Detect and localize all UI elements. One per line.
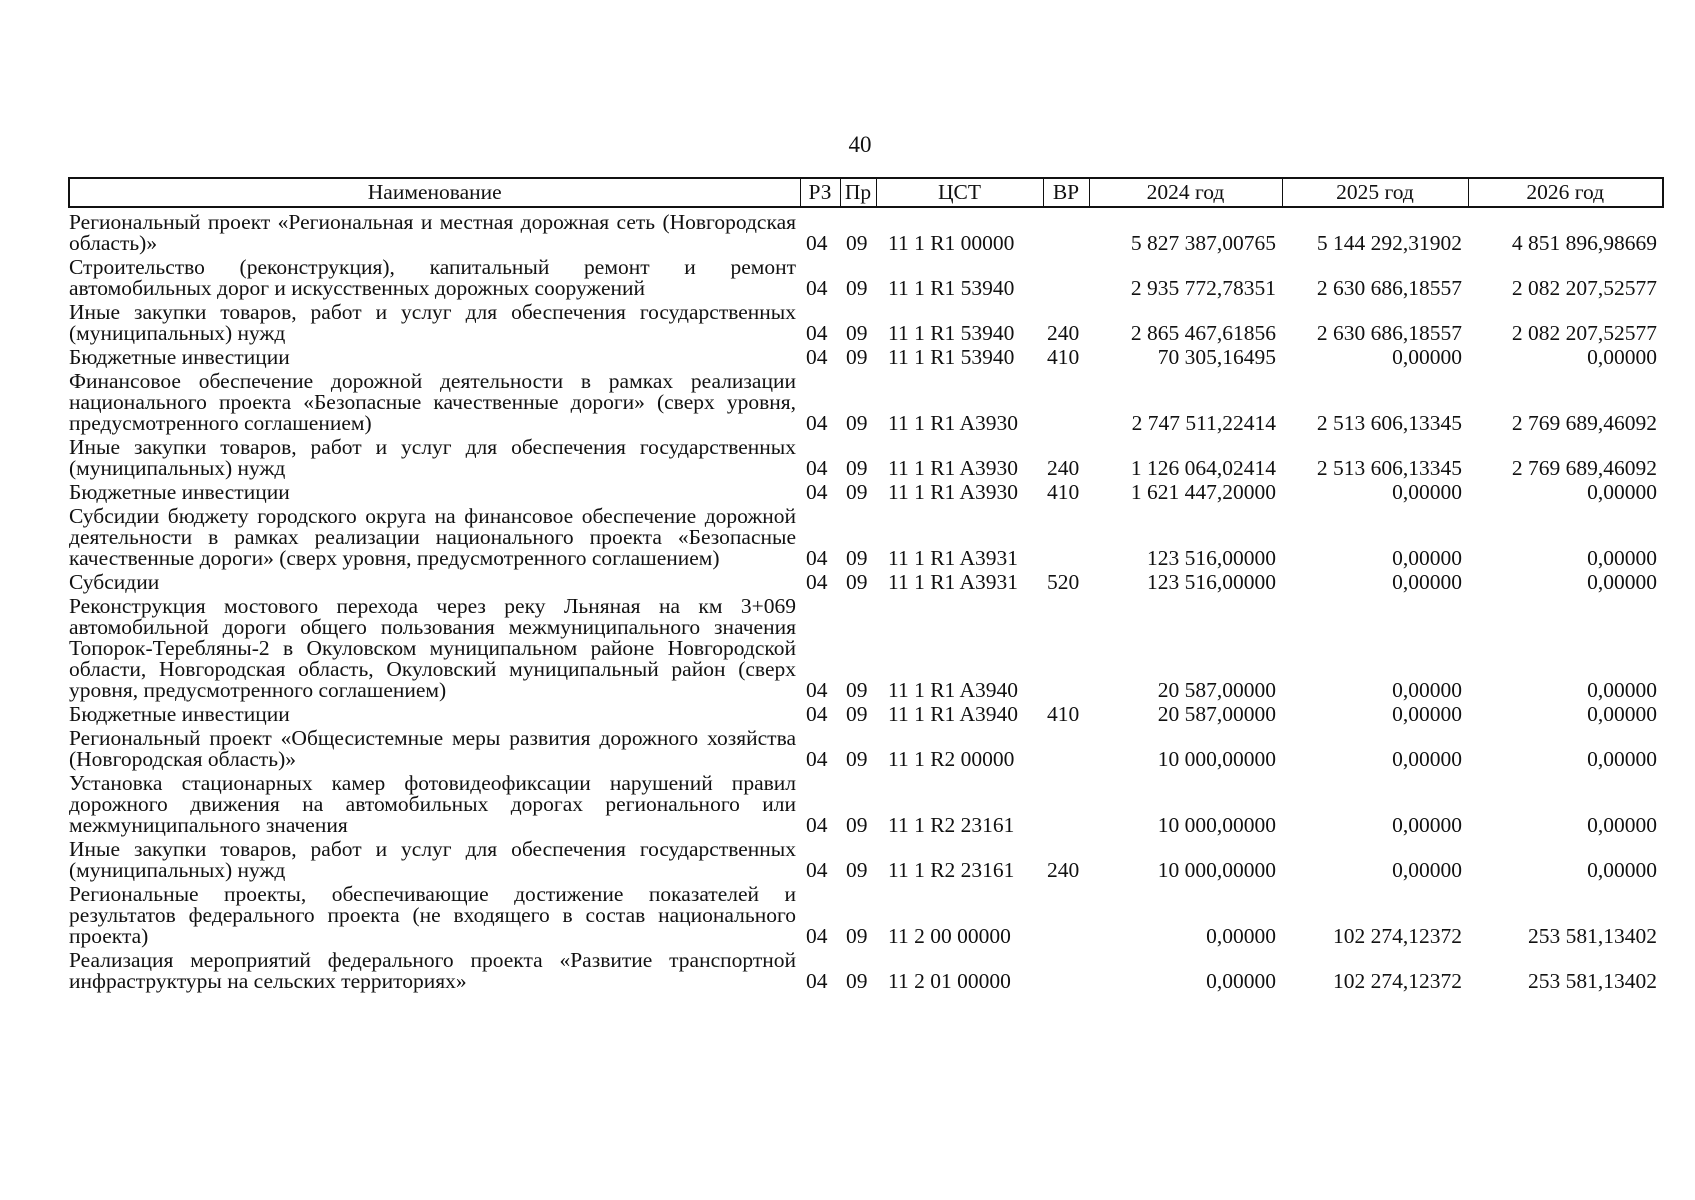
table-row: [69, 347, 1663, 371]
cell-2024: 123 516,00000: [1147, 546, 1276, 570]
table-row: [69, 437, 1663, 482]
cell-name: Финансовое обеспечение дорожной деятельности в рамках реализации национального проекта «Безопасные качественные дороги» (сверх уровня, предусмотренного соглашением): [69, 369, 796, 435]
cell-cst: 11 1 R1 53940: [888, 276, 1015, 300]
header-vr: ВР: [1043, 178, 1089, 207]
table-row: [69, 950, 1663, 995]
cell-name: Субсидии: [69, 570, 160, 594]
cell-2026: 2 082 207,52577: [1511, 321, 1657, 345]
budget-table: [68, 177, 1664, 995]
table-row: [69, 596, 1663, 704]
cell-2024: 2 747 511,22414: [1131, 411, 1276, 435]
cell-cst: 11 1 R1 A3930: [888, 480, 1019, 504]
cell-rz: 04: [806, 276, 828, 300]
cell-vr: [1043, 207, 1089, 257]
cell-2025: 0,00000: [1392, 813, 1462, 837]
cell-vr: 410: [1047, 345, 1080, 369]
cell-name: Субсидии бюджету городского округа на финансовое обеспечение дорожной деятельности в рамках реализации национального проекта «Безопасные качественные дороги» (сверх уровня, предусмотренного соглашением): [69, 504, 796, 570]
cell-2024: 10 000,00000: [1157, 813, 1276, 837]
cell-vr: [1043, 884, 1089, 950]
cell-pr: 09: [846, 858, 868, 882]
cell-cst: 11 1 R1 A3931: [888, 570, 1019, 594]
cell-name: Региональный проект «Общесистемные меры развития дорожного хозяйства (Новгородская область)»: [69, 726, 796, 771]
cell-2026: 0,00000: [1587, 702, 1657, 726]
cell-2026: 0,00000: [1587, 546, 1657, 570]
cell-2024: 10 000,00000: [1157, 858, 1276, 882]
cell-vr: [1043, 773, 1089, 839]
cell-rz: 04: [806, 321, 828, 345]
cell-2026: 4 851 896,98669: [1511, 231, 1657, 255]
cell-2026: 0,00000: [1587, 747, 1657, 771]
table-row: [69, 207, 1663, 257]
cell-name: Региональные проекты, обеспечивающие достижение показателей и результатов федерального проекта (не входящего в состав национального проекта): [69, 882, 796, 948]
cell-2026: 2 769 689,46092: [1511, 411, 1657, 435]
cell-2025: 0,00000: [1392, 678, 1462, 702]
cell-name: Реконструкция мостового перехода через реку Льняная на км 3+069 автомобильной дороги общего пользования межмуниципального значения Топорок-Теребляны-2 в Окуловском муниципальном районе Новгородской области, Новгородская область, Окуловский муниципальный район (сверх уровня, предусмотренного соглашением): [69, 594, 796, 702]
cell-2025: 2 630 686,18557: [1316, 276, 1462, 300]
cell-cst: 11 1 R1 53940: [888, 345, 1015, 369]
cell-rz: 04: [806, 456, 828, 480]
cell-name: Бюджетные инвестиции: [69, 480, 290, 504]
cell-2025: 2 630 686,18557: [1316, 321, 1462, 345]
cell-2025: 0,00000: [1392, 480, 1462, 504]
cell-pr: 09: [846, 321, 868, 345]
cell-2026: 0,00000: [1587, 345, 1657, 369]
cell-name: Иные закупки товаров, работ и услуг для обеспечения государственных (муниципальных) нужд: [69, 837, 796, 882]
table-row: [69, 728, 1663, 773]
header-2025: 2025 год: [1282, 178, 1468, 207]
cell-2025: 0,00000: [1392, 345, 1462, 369]
cell-vr: 240: [1047, 858, 1080, 882]
page-number: 40: [848, 132, 872, 157]
table-body: [69, 207, 1663, 995]
cell-2024: 1 126 064,02414: [1130, 456, 1276, 480]
cell-name: Строительство (реконструкция), капитальный ремонт и ремонт автомобильных дорог и искусственных дорожных сооружений: [69, 255, 796, 300]
cell-pr: 09: [846, 924, 868, 948]
table-row: [69, 884, 1663, 950]
cell-rz: 04: [806, 678, 828, 702]
cell-pr: 09: [846, 456, 868, 480]
cell-pr: 09: [846, 702, 868, 726]
cell-vr: 240: [1047, 321, 1080, 345]
cell-2024: 123 516,00000: [1147, 570, 1276, 594]
cell-vr: [1043, 596, 1089, 704]
cell-pr: 09: [846, 747, 868, 771]
cell-vr: [1043, 728, 1089, 773]
cell-2025: 0,00000: [1392, 546, 1462, 570]
cell-pr: 09: [846, 480, 868, 504]
cell-cst: 11 2 01 00000: [888, 969, 1011, 993]
cell-cst: 11 1 R2 23161: [888, 813, 1015, 837]
header-2024: 2024 год: [1089, 178, 1282, 207]
table-row: [69, 371, 1663, 437]
cell-2026: 0,00000: [1587, 480, 1657, 504]
cell-2024: 1 621 447,20000: [1130, 480, 1276, 504]
cell-2025: 5 144 292,31902: [1316, 231, 1462, 255]
cell-rz: 04: [806, 546, 828, 570]
cell-cst: 11 1 R1 A3931: [888, 546, 1019, 570]
table-header: [69, 178, 1663, 207]
table-row: [69, 572, 1663, 596]
cell-name: Установка стационарных камер фотовидеофиксации нарушений правил дорожного движения на автомобильных дорогах регионального или межмуниципального значения: [69, 771, 796, 837]
cell-2026: 0,00000: [1587, 858, 1657, 882]
cell-name: Иные закупки товаров, работ и услуг для обеспечения государственных (муниципальных) нужд: [69, 435, 796, 480]
cell-vr: 410: [1047, 480, 1080, 504]
cell-2025: 0,00000: [1392, 858, 1462, 882]
cell-cst: 11 1 R1 A3940: [888, 678, 1019, 702]
table-row: [69, 704, 1663, 728]
cell-rz: 04: [806, 345, 828, 369]
header-rz: РЗ: [800, 178, 840, 207]
cell-2025: 0,00000: [1392, 747, 1462, 771]
cell-rz: 04: [806, 702, 828, 726]
table-row: [69, 773, 1663, 839]
cell-name: Региональный проект «Региональная и местная дорожная сеть (Новгородская область)»: [69, 210, 796, 255]
cell-2026: 0,00000: [1587, 813, 1657, 837]
cell-2024: 2 935 772,78351: [1130, 276, 1276, 300]
cell-cst: 11 1 R1 53940: [888, 321, 1015, 345]
cell-2026: 0,00000: [1587, 678, 1657, 702]
cell-rz: 04: [806, 969, 828, 993]
cell-2026: 253 581,13402: [1528, 969, 1657, 993]
cell-cst: 11 1 R1 A3930: [888, 411, 1019, 435]
cell-2024: 5 827 387,00765: [1130, 231, 1276, 255]
cell-2024: 0,00000: [1206, 969, 1276, 993]
cell-vr: [1043, 371, 1089, 437]
cell-pr: 09: [846, 546, 868, 570]
cell-2025: 2 513 606,13345: [1316, 456, 1462, 480]
cell-cst: 11 1 R1 00000: [888, 231, 1015, 255]
cell-2026: 0,00000: [1587, 570, 1657, 594]
cell-cst: 11 1 R2 00000: [888, 747, 1015, 771]
header-pr: Пр: [840, 178, 876, 207]
cell-pr: 09: [846, 813, 868, 837]
table-row: [69, 302, 1663, 347]
table-row: [69, 506, 1663, 572]
cell-pr: 09: [846, 345, 868, 369]
cell-2024: 20 587,00000: [1157, 702, 1276, 726]
cell-pr: 09: [846, 678, 868, 702]
cell-vr: 520: [1047, 570, 1080, 594]
cell-2024: 10 000,00000: [1157, 747, 1276, 771]
cell-rz: 04: [806, 813, 828, 837]
cell-2024: 0,00000: [1206, 924, 1276, 948]
cell-rz: 04: [806, 231, 828, 255]
cell-2024: 20 587,00000: [1157, 678, 1276, 702]
cell-2025: 2 513 606,13345: [1316, 411, 1462, 435]
cell-2025: 0,00000: [1392, 570, 1462, 594]
cell-rz: 04: [806, 747, 828, 771]
cell-2024: 70 305,16495: [1157, 345, 1276, 369]
cell-name: Бюджетные инвестиции: [69, 345, 290, 369]
header-2026: 2026 год: [1468, 178, 1663, 207]
cell-name: Реализация мероприятий федерального проекта «Развитие транспортной инфраструктуры на сельских территориях»: [69, 948, 796, 993]
cell-2025: 0,00000: [1392, 702, 1462, 726]
cell-vr: 410: [1047, 702, 1080, 726]
cell-name: Иные закупки товаров, работ и услуг для обеспечения государственных (муниципальных) нужд: [69, 300, 796, 345]
table-row: [69, 482, 1663, 506]
cell-2024: 2 865 467,61856: [1130, 321, 1276, 345]
cell-pr: 09: [846, 231, 868, 255]
cell-rz: 04: [806, 411, 828, 435]
cell-rz: 04: [806, 924, 828, 948]
cell-cst: 11 1 R1 A3930: [888, 456, 1019, 480]
cell-rz: 04: [806, 858, 828, 882]
cell-name: Бюджетные инвестиции: [69, 702, 290, 726]
cell-vr: 240: [1047, 456, 1080, 480]
cell-vr: [1043, 506, 1089, 572]
cell-vr: [1043, 257, 1089, 302]
cell-2025: 102 274,12372: [1333, 924, 1462, 948]
cell-2025: 102 274,12372: [1333, 969, 1462, 993]
cell-vr: [1043, 950, 1089, 995]
table-row: [69, 257, 1663, 302]
cell-pr: 09: [846, 570, 868, 594]
header-name: Наименование: [69, 178, 800, 207]
cell-cst: 11 2 00 00000: [888, 924, 1011, 948]
cell-pr: 09: [846, 276, 868, 300]
cell-rz: 04: [806, 480, 828, 504]
cell-cst: 11 1 R1 A3940: [888, 702, 1019, 726]
table-row: [69, 839, 1663, 884]
cell-pr: 09: [846, 411, 868, 435]
cell-2026: 2 769 689,46092: [1511, 456, 1657, 480]
header-cst: ЦСТ: [876, 178, 1043, 207]
cell-pr: 09: [846, 969, 868, 993]
cell-cst: 11 1 R2 23161: [888, 858, 1015, 882]
cell-rz: 04: [806, 570, 828, 594]
cell-2026: 2 082 207,52577: [1511, 276, 1657, 300]
cell-2026: 253 581,13402: [1528, 924, 1657, 948]
